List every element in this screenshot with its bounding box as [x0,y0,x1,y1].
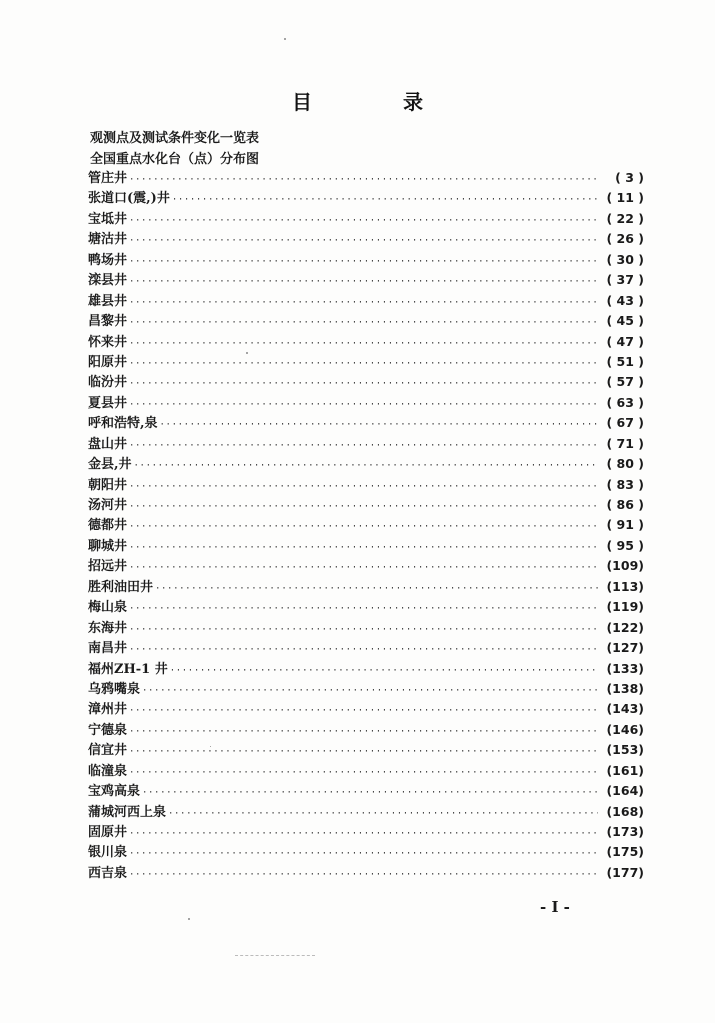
toc-entry[interactable] [88,413,644,433]
toc-entry[interactable] [88,250,644,270]
toc-entry-title: 雄县井 [88,293,128,309]
toc-entry-page: ( 3 ) [615,170,644,185]
toc-leader-dots [129,722,598,742]
toc-entry-title: 宁德泉 [88,722,128,738]
toc-entry-page: (173) [606,824,644,839]
toc-entry-title: 宝坻井 [88,211,128,227]
toc-entry-title: 夏县井 [88,395,128,411]
toc-entry-title: 梅山泉 [88,600,128,616]
toc-leader-dots [129,231,598,251]
toc-leader-dots [168,804,598,824]
toc-entry[interactable] [88,352,644,372]
toc-entry-title: 张道口(震,)井 [88,191,170,207]
toc-entry-page: ( 57 ) [606,374,644,390]
toc-leader-dots [129,477,598,497]
toc-entry-title: 鸭场井 [88,252,128,268]
toc-leader-dots [129,252,598,272]
toc-leader-dots [129,701,598,721]
toc-leader-dots [129,334,598,354]
toc-leader-dots [129,170,598,190]
toc-entry-page: ( 30 ) [606,251,644,267]
toc-entry-title: 固原井 [88,825,128,840]
toc-leader-dots [172,190,598,210]
toc-entry[interactable] [88,863,644,883]
toc-entry-page: (119) [606,599,644,615]
toc-entry-page: ( 63 ) [606,394,644,410]
toc-entry-page: (146) [606,721,644,737]
toc-entry-title: 福州ZH-1 井 [88,661,168,677]
toc-entry-page: (164) [606,783,644,799]
intro-line-observation-table: 观测点及测试条件变化一览表 [90,131,260,146]
toc-entry-page: ( 83 ) [606,476,644,492]
toc-entry-page: ( 22 ) [606,210,644,226]
toc-entry-page: (133) [606,660,644,676]
toc-entry[interactable] [88,475,644,495]
toc-entry[interactable] [88,781,644,801]
toc-entry[interactable] [88,536,644,556]
toc-leader-dots [129,742,598,762]
scan-speck [284,38,286,40]
toc-entry[interactable] [88,311,644,331]
toc-entry-title: 西吉泉 [88,865,128,881]
toc-leader-dots [129,824,598,844]
toc-entry[interactable] [88,802,644,822]
toc-entry-page: ( 67 ) [606,415,644,431]
toc-leader-dots [129,395,598,415]
toc-entry-title: 怀来井 [88,334,128,350]
toc-entry-page: ( 80 ) [606,456,644,472]
toc-leader-dots [129,599,598,619]
toc-entry[interactable] [88,332,644,352]
toc-entry-page: (113) [606,578,644,594]
toc-entry[interactable] [88,393,644,413]
toc-entry-title: 东海井 [88,620,128,636]
toc-entry-title: 聊城井 [88,538,128,554]
toc-entry[interactable] [88,372,644,392]
toc-entry-page: ( 43 ) [606,292,644,308]
toc-entry-title: 汤河井 [88,498,128,513]
toc-entry-page: (122) [606,619,644,635]
toc-entry-title: 临汾井 [88,375,128,391]
toc-entry[interactable] [88,618,644,638]
toc-entry[interactable] [88,842,644,862]
toc-entry-page: (127) [606,640,644,656]
toc-leader-dots [129,293,598,313]
toc-leader-dots [129,763,598,783]
toc-entry-title: 塘沽井 [88,232,128,248]
toc-leader-dots [170,661,598,681]
toc-entry-page: (153) [606,742,644,758]
toc-entry-title: 蒲城河西上泉 [88,804,167,820]
toc-leader-dots [134,456,598,476]
toc-entry-page: ( 11 ) [606,190,644,206]
toc-entry-title: 乌鸦嘴泉 [88,681,141,697]
toc-leader-dots [129,497,598,517]
toc-entry-title: 金县,井 [88,457,132,473]
toc-entry[interactable] [88,659,644,679]
toc-entry[interactable] [88,168,644,188]
toc-leader-dots [129,211,598,231]
toc-entry[interactable] [88,740,644,760]
toc-leader-dots [129,313,598,333]
table-of-contents [88,168,644,883]
scan-speck [246,352,248,354]
toc-entry-page: ( 37 ) [606,272,644,288]
toc-leader-dots [129,865,598,885]
toc-leader-dots [129,354,598,374]
intro-line-distribution-map: 全国重点水化台（点）分布图 [90,152,260,167]
scan-speck [188,918,190,920]
toc-entry[interactable] [88,597,644,617]
toc-entry-page: ( 45 ) [606,313,644,329]
toc-entry[interactable] [88,556,644,576]
toc-entry-title: 管庄井 [88,171,128,186]
toc-entry-page: (143) [606,701,644,717]
toc-entry-page: ( 47 ) [606,333,644,349]
toc-entry-title: 呼和浩特,泉 [88,416,158,432]
toc-entry[interactable] [88,822,644,842]
toc-entry-page: ( 86 ) [606,497,644,512]
toc-entry[interactable] [88,188,644,208]
toc-entry[interactable] [88,270,644,290]
toc-entry-title: 信宜井 [88,743,128,759]
toc-entry[interactable] [88,761,644,781]
toc-leader-dots [142,681,598,701]
toc-entry[interactable] [88,434,644,454]
toc-entry-page: (138) [606,680,644,696]
toc-leader-dots [129,620,598,640]
toc-entry[interactable] [88,495,644,515]
scan-speck [210,746,211,747]
toc-entry-title: 朝阳井 [88,477,128,493]
toc-entry-title: 胜利油田井 [88,579,154,595]
toc-entry[interactable] [88,515,644,535]
toc-leader-dots [129,374,598,394]
toc-leader-dots [142,783,598,803]
toc-entry-page: (177) [606,864,644,880]
toc-entry-page: (109) [606,558,644,574]
toc-leader-dots [129,640,598,660]
toc-entry-page: ( 51 ) [606,353,644,369]
toc-entry-title: 德都井 [88,518,128,534]
toc-leader-dots [129,436,598,456]
toc-entry-page: ( 71 ) [606,435,644,451]
toc-entry-title: 盘山井 [88,436,128,452]
toc-entry-title: 宝鸡高泉 [88,784,141,800]
toc-leader-dots [155,579,598,599]
toc-entry[interactable] [88,679,644,699]
toc-entry-page: ( 95 ) [606,537,644,553]
toc-entry[interactable] [88,638,644,658]
toc-entry-title: 漳州井 [88,702,128,718]
toc-entry-title: 阳原井 [88,354,128,370]
page-title: 目 录 [292,90,465,114]
toc-entry-title: 临潼泉 [88,763,128,779]
toc-leader-dots [160,415,598,435]
toc-entry-title: 银川泉 [88,845,128,861]
toc-entry-page: (168) [606,803,644,819]
toc-entry[interactable] [88,720,644,740]
toc-entry-title: 南昌井 [88,641,128,657]
toc-entry-page: (175) [606,844,644,860]
toc-leader-dots [129,844,598,864]
toc-entry[interactable] [88,699,644,719]
toc-entry[interactable] [88,209,644,229]
toc-entry-title: 昌黎井 [88,314,128,330]
toc-leader-dots [129,538,598,558]
toc-entry[interactable] [88,454,644,474]
toc-entry[interactable] [88,229,644,249]
toc-leader-dots [129,558,598,578]
toc-entry-title: 滦县井 [88,273,128,289]
scan-artifact-line [235,955,315,957]
toc-leader-dots [129,517,598,537]
toc-leader-dots [129,272,598,292]
footer-page-number: - I - [540,898,570,916]
toc-entry[interactable] [88,291,644,311]
toc-entry-page: ( 91 ) [606,517,644,533]
toc-entry-title: 招远井 [88,559,128,575]
toc-entry[interactable] [88,577,644,597]
toc-entry-page: ( 26 ) [606,231,644,247]
toc-entry-page: (161) [606,762,644,778]
